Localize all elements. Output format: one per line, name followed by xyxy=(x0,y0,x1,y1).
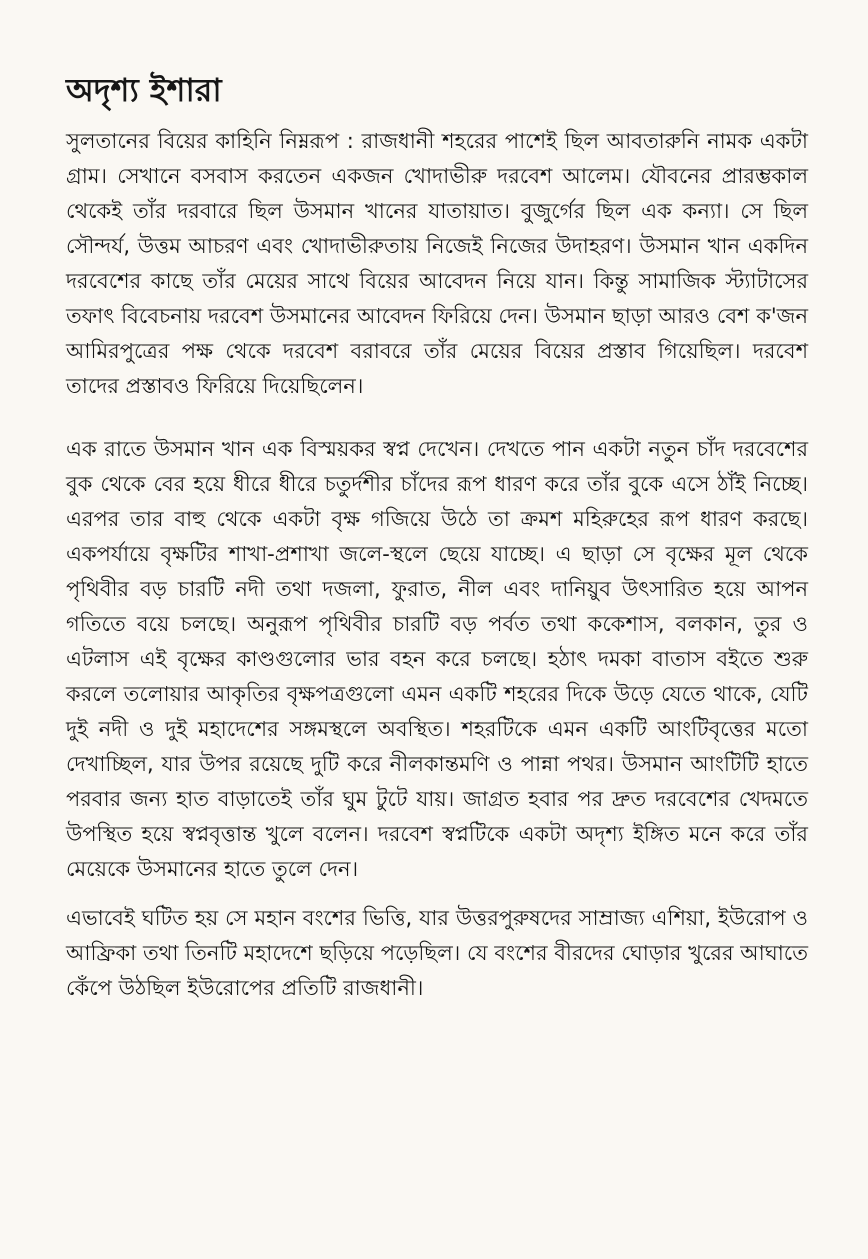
paragraph-3: এভাবেই ঘটিত হয় সে মহান বংশের ভিত্তি, যার উত্তরপুরুষদের সাম্রাজ্য এশিয়া, ইউরোপ ও আফ্রিকা তথা তিনটি মহাদেশে ছড়িয়ে পড়েছিল। যে বংশের বীরদের ঘোড়ার খুরের আঘাতে কেঁপে উঠছিল ইউরোপের প্রতিটি রাজধানী। xyxy=(66,906,808,1000)
chapter-title: অদৃশ্য ইশারা xyxy=(66,71,222,109)
paragraph-2: এক রাতে উসমান খান এক বিস্ময়কর স্বপ্ন দেখেন। দেখতে পান একটা নতুন চাঁদ দরবেশের বুক থেকে বের হয়ে ধীরে ধীরে চতুর্দশীর চাঁদের রূপ ধারণ করে তাঁর বুকে এসে ঠাঁই নিচ্ছে। এরপর তার বাহু থেকে একটা বৃক্ষ গজিয়ে উঠে তা ক্রমশ মহিরুহের রূপ ধারণ করছে। একপর্যায়ে বৃক্ষটির শাখা-প্রশাখা জলে-স্থলে ছেয়ে যাচ্ছে। এ ছাড়া সে বৃক্ষের মূল থেকে পৃথিবীর বড় চারটি নদী তথা দজলা, ফুরাত, নীল এবং দানিয়ুব উৎসারিত হয়ে আপন গতিতে বয়ে চলছে। অনুরূপ পৃথিবীর চারটি বড় পর্বত তথা ককেশাস, বলকান, তুর ও এটলাস এই বৃক্ষের কাণ্ডগুলোর ভার বহন করে চলছে। হঠাৎ দমকা বাতাস বইতে শুরু করলে তলোয়ার আকৃতির বৃক্ষপত্রগুলো এমন একটি শহরের দিকে উড়ে যেতে থাকে, যেটি দুই নদী ও দুই মহাদেশের সঙ্গমস্থলে অবস্থিত। শহরটিকে এমন একটি আংটিবৃত্তের মতো দেখাচ্ছিল, যার উপর রয়েছে দুটি করে নীলকান্তমণি ও পান্না পথর। উসমান আংটিটি হাতে পরবার জন্য হাত বাড়াতেই তাঁর ঘুম টুটে যায়। জাগ্রত হবার পর দ্রুত দরবেশের খেদমতে উপস্থিত হয়ে স্বপ্নবৃত্তান্ত খুলে বলেন। দরবেশ স্বপ্নটিকে একটা অদৃশ্য ইঙ্গিত মনে করে তাঁর মেয়েকে উসমানের হাতে তুলে দেন। xyxy=(66,437,808,881)
paragraph-1: সুলতানের বিয়ের কাহিনি নিম্নরূপ : রাজধানী শহরের পাশেই ছিল আবতারুনি নামক একটা গ্রাম। সেখানে বসবাস করতেন একজন খোদাভীরু দরবেশ আলেম। যৌবনের প্রারম্ভকাল থেকেই তাঁর দরবারে ছিল উসমান খানের যাতায়াত। বুজুর্গের ছিল এক কন্যা। সে ছিল সৌন্দর্য, উত্তম আচরণ এবং খোদাভীরুতায় নিজেই নিজের উদাহরণ। উসমান খান একদিন দরবেশের কাছে তাঁর মেয়ের সাথে বিয়ের আবেদন নিয়ে যান। কিন্তু সামাজিক স্ট্যাটাসের তফাৎ বিবেচনায় দরবেশ উসমানের আবেদন ফিরিয়ে দেন। উসমান ছাড়া আরও বেশ ক'জন আমিরপুত্রের পক্ষ থেকে দরবেশ বরাবরে তাঁর মেয়ের বিয়ের প্রস্তাব গিয়েছিল। দরবেশ তাদের প্রস্তাবও ফিরিয়ে দিয়েছিলেন। xyxy=(66,129,808,398)
